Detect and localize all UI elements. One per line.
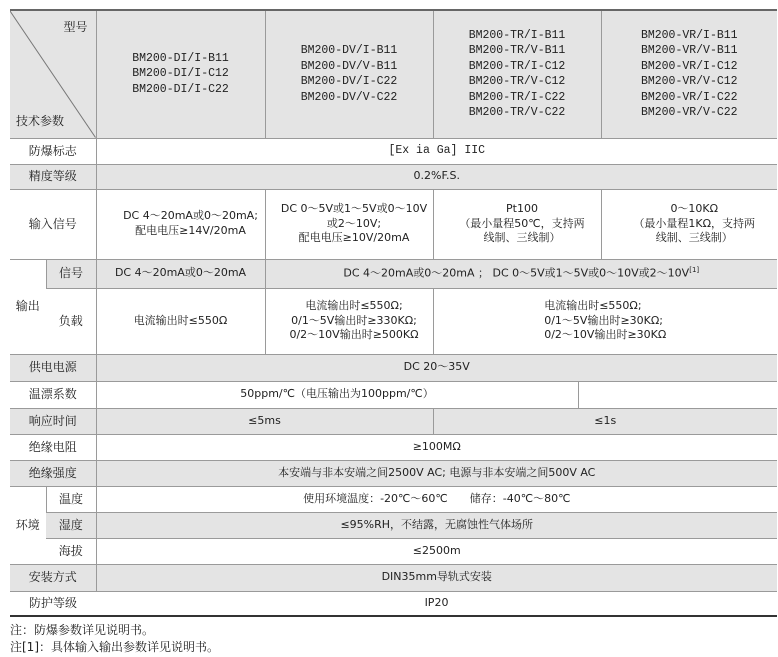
row-response [10,408,777,434]
models-di: BM200-DI/I-B11 BM200-DI/I-C12 BM200-DI/I-C22 [96,10,265,138]
note-2: 注[1]：具体输入输出参数详见说明书。 [10,640,219,654]
row-value: IP20 [96,591,777,616]
row-mounting [10,564,777,591]
altitude-value: ≤2500m [96,538,777,564]
row-label: 绝缘强度 [10,460,96,486]
load-label: 负载 [46,288,96,354]
notes [10,622,219,656]
note-1: 注：防爆参数详见说明书。 [10,623,155,637]
param-label: 技术参数 [16,114,65,129]
row-env-temperature [10,486,777,512]
input-tr: Pt100 （最小量程50℃，支持两 线制、三线制） [433,189,601,259]
humidity-value: ≤95%RH，不结露，无腐蚀性气体场所 [96,512,777,538]
row-label: 防护等级 [10,591,96,616]
row-value: 50ppm/℃（电压输出为100ppm/℃） [96,381,578,408]
spec-table [10,9,777,617]
row-output-load [10,288,777,354]
row-output-signal [10,259,777,288]
row-value: DC 20～35V [96,354,777,381]
row-label: 输入信号 [10,189,96,259]
signal-label: 信号 [46,259,96,288]
input-di: DC 4～20mA或0～20mA; 配电电压≥14V/20mA [96,189,265,259]
response-tr-vr: ≤1s [433,408,777,434]
row-value: ≥100MΩ [96,434,777,460]
signal-di: DC 4～20mA或0～20mA [96,259,265,288]
input-dv: DC 0～5V或1～5V或0～10V 或2～10V; 配电电压≥10V/20mA [265,189,433,259]
models-tr: BM200-TR/I-B11 BM200-TR/V-B11 BM200-TR/I-C12 BM200-TR/V-C12 BM200-TR/I-C22 BM200-TR/V-C22 [433,10,601,138]
row-label: 响应时间 [10,408,96,434]
model-label: 型号 [63,20,88,34]
load-di: 电流输出时≤550Ω [96,288,265,354]
row-label: 精度等级 [10,164,96,189]
row-temp-coef [10,381,777,408]
empty-cell [578,381,777,408]
response-di-dv: ≤5ms [96,408,433,434]
row-label: 安装方式 [10,564,96,591]
environment-label: 环境 [10,486,46,564]
temperature-value: 使用环境温度：-20℃～60℃ 储存：-40℃～80℃ [96,486,777,512]
output-label: 输出 [10,259,46,354]
row-explosion [10,138,777,164]
header-corner-cell [10,10,96,138]
header-row [10,10,777,138]
row-insulation-strength [10,460,777,486]
models-vr: BM200-VR/I-B11 BM200-VR/V-B11 BM200-VR/I-C12 BM200-VR/V-C12 BM200-VR/I-C22 BM200-VR/V-C22 [601,10,777,138]
row-label: 温漂系数 [10,381,96,408]
load-dv: 电流输出时≤550Ω; 0/1～5V输出时≥330KΩ; 0/2～10V输出时≥500KΩ [265,288,433,354]
row-label: 供电电源 [10,354,96,381]
signal-rest: DC 4～20mA或0～20mA ； DC 0～5V或1～5V或0～10V或2～10V[1] [265,259,777,288]
altitude-label: 海拔 [46,538,96,564]
row-value: 0.2%F.S. [96,164,777,189]
row-accuracy [10,164,777,189]
row-value: 本安端与非本安端之间2500V AC; 电源与非本安端之间500V AC [96,460,777,486]
temperature-label: 温度 [46,486,96,512]
row-label: 绝缘电阻 [10,434,96,460]
row-env-altitude [10,538,777,564]
input-vr: 0～10KΩ （最小量程1KΩ，支持两 线制、三线制） [601,189,777,259]
row-value: [Ex ia Ga] IIC [96,138,777,164]
row-insulation-resistance [10,434,777,460]
humidity-label: 湿度 [46,512,96,538]
row-label: 防爆标志 [10,138,96,164]
row-input [10,189,777,259]
load-tr-vr: 电流输出时≤550Ω; 0/1～5V输出时≥30KΩ; 0/2～10V输出时≥30KΩ [433,288,777,354]
row-power [10,354,777,381]
row-env-humidity [10,512,777,538]
models-dv: BM200-DV/I-B11 BM200-DV/V-B11 BM200-DV/I-C22 BM200-DV/V-C22 [265,10,433,138]
row-value: DIN35mm导轨式安装 [96,564,777,591]
row-protection [10,591,777,616]
